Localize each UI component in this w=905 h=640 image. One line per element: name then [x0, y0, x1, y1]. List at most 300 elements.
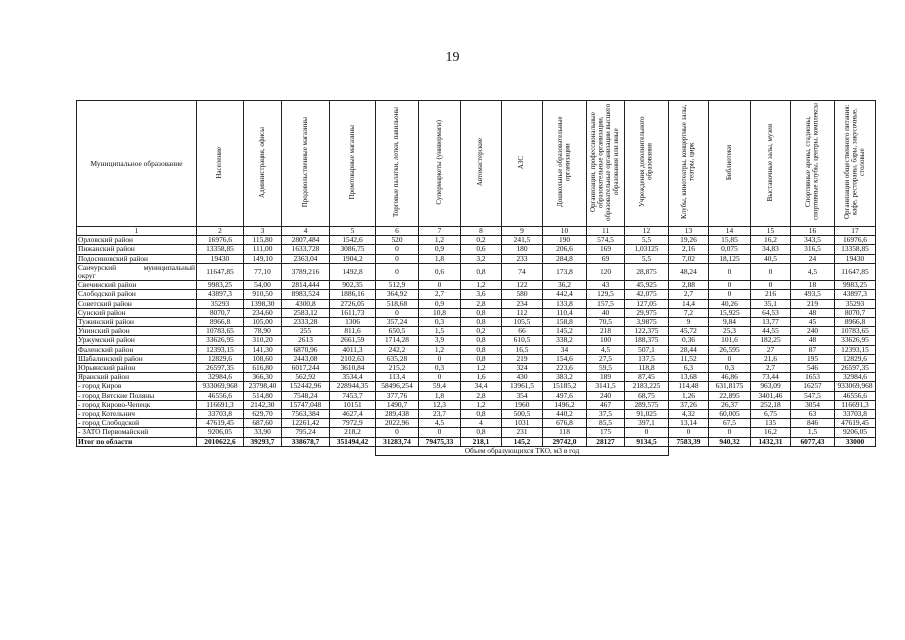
table-cell: 2022,96	[376, 419, 419, 428]
table-cell: 0	[419, 428, 461, 437]
table-cell: 3534,4	[330, 373, 376, 382]
table-cell: 158,8	[543, 318, 587, 327]
table-cell: 933069,968	[197, 382, 244, 391]
table-cell: 190	[543, 236, 587, 245]
table-cell: 650,5	[376, 327, 419, 336]
column-header	[587, 101, 625, 227]
table-row	[77, 281, 876, 290]
table-cell: 15,925	[709, 308, 751, 317]
table-cell: 397,1	[625, 419, 669, 428]
table-cell: 9983,25	[197, 281, 244, 290]
total-cell: 2010622,6	[197, 437, 244, 446]
table-cell: 37,5	[587, 410, 625, 419]
table-cell: 45,72	[669, 327, 709, 336]
table-cell: 4	[461, 419, 502, 428]
table-cell: 0,6	[461, 245, 502, 254]
table-cell: 32984,6	[197, 373, 244, 382]
table-cell: 108,60	[244, 354, 282, 363]
table-cell: 1714,28	[376, 336, 419, 345]
table-cell: 514,80	[244, 391, 282, 400]
column-header	[625, 101, 669, 227]
table-cell: 9206,05	[835, 428, 876, 437]
table-cell: 3,9	[419, 336, 461, 345]
table-cell: 255	[282, 327, 330, 336]
table-cell: 8966,8	[197, 318, 244, 327]
column-header-label: Население	[215, 146, 224, 179]
municipality-name: - город Слободской	[77, 419, 197, 428]
table-cell: 0,2	[461, 327, 502, 336]
table-cell: 231	[502, 428, 543, 437]
table-cell: 0,3	[419, 318, 461, 327]
table-cell: 47619,45	[197, 419, 244, 428]
table-cell: 0,075	[709, 245, 751, 254]
table-cell: 195	[791, 354, 835, 363]
table-cell: 1398,30	[244, 299, 282, 308]
municipality-name: Яранский район	[77, 373, 197, 382]
table-cell: 687,60	[244, 419, 282, 428]
municipality-name: Подосиновский район	[77, 254, 197, 263]
table-cell: 216	[751, 290, 791, 299]
table-cell: 173,8	[543, 263, 587, 280]
table-cell: 1492,8	[330, 263, 376, 280]
table-cell: 35293	[835, 299, 876, 308]
table-cell: 15,85	[709, 236, 751, 245]
table-cell: 493,5	[791, 290, 835, 299]
table-cell: 0	[419, 373, 461, 382]
table-cell: 219	[502, 354, 543, 363]
table-cell: 63	[791, 410, 835, 419]
table-cell: 500,5	[502, 410, 543, 419]
column-header-label: АЗС	[517, 155, 526, 169]
table-cell: 0	[419, 281, 461, 290]
table-cell: 8070,7	[835, 308, 876, 317]
table-cell: 48,24	[669, 263, 709, 280]
table-cell: 87,45	[625, 373, 669, 382]
table-cell: 343,5	[791, 236, 835, 245]
table-cell: 105,00	[244, 318, 282, 327]
table-cell: 2661,59	[330, 336, 376, 345]
table-cell: 234,60	[244, 308, 282, 317]
table-cell: 284,8	[543, 254, 587, 263]
table-cell: 13961,5	[502, 382, 543, 391]
municipality-name: - город Кирово-Чепецк	[77, 400, 197, 409]
column-number: 4	[282, 227, 330, 236]
column-header	[376, 101, 419, 227]
column-header-label: Библиотеки	[724, 144, 733, 180]
table-cell: 910,50	[244, 290, 282, 299]
table-cell: 610,5	[502, 336, 543, 345]
table-cell: 252,18	[751, 400, 791, 409]
table-cell: 152442,96	[282, 382, 330, 391]
table-cell: 507,1	[625, 345, 669, 354]
column-header	[835, 101, 876, 227]
table-cell: 133,8	[543, 299, 587, 308]
table-cell: 60,005	[709, 410, 751, 419]
table-cell: 2814,444	[282, 281, 330, 290]
table-cell: 114,48	[669, 382, 709, 391]
total-cell: 351494,42	[330, 437, 376, 446]
table-row	[77, 318, 876, 327]
table-cell: 4,5	[791, 263, 835, 280]
table-cell: 4,5	[419, 419, 461, 428]
table-cell: 175	[587, 428, 625, 437]
table-cell: 1611,73	[330, 308, 376, 317]
table-cell: 26,37	[709, 400, 751, 409]
table-cell: 234	[502, 299, 543, 308]
table-cell: 46,86	[709, 373, 751, 382]
table-cell: 127,05	[625, 299, 669, 308]
table-cell: 0,6	[419, 263, 461, 280]
table-cell: 574,5	[587, 236, 625, 245]
footer-spacer	[77, 446, 376, 455]
column-number: 15	[751, 227, 791, 236]
table-cell: 1904,2	[330, 254, 376, 263]
table-row	[77, 373, 876, 382]
column-number: 12	[625, 227, 669, 236]
table-cell: 16,5	[502, 345, 543, 354]
column-header	[543, 101, 587, 227]
table-cell: 28,44	[669, 345, 709, 354]
table-cell: 795,24	[282, 428, 330, 437]
column-header-label: Торговые палатки, лотки, павильоны	[392, 107, 401, 218]
table-cell: 8966,8	[835, 318, 876, 327]
table-cell: 215,2	[376, 364, 419, 373]
header-row	[77, 101, 876, 227]
table-cell: 0,9	[419, 299, 461, 308]
table-cell: 228944,35	[330, 382, 376, 391]
column-header-label: Продовольственные магазины	[300, 117, 309, 208]
table-cell: 145,2	[543, 327, 587, 336]
table-cell: 223,6	[543, 364, 587, 373]
total-cell: 6077,43	[791, 437, 835, 446]
table-cell: 3086,75	[330, 245, 376, 254]
table-cell: 8070,7	[197, 308, 244, 317]
table-row	[77, 245, 876, 254]
header-municipality: Муниципальное образование	[77, 101, 197, 227]
table-cell: 0	[376, 254, 419, 263]
table-cell: 580	[502, 290, 543, 299]
table-cell: 811,6	[330, 327, 376, 336]
table-cell: 46556,6	[835, 391, 876, 400]
table-cell: 0	[376, 263, 419, 280]
table-cell: 846	[791, 419, 835, 428]
table-cell: 12393,15	[835, 345, 876, 354]
column-header-label: Организации общественного питания: кафе, рестораны, бары, закусочные, столовые	[842, 105, 866, 220]
municipality-name-part: муниципальный	[143, 263, 195, 272]
table-row	[77, 410, 876, 419]
column-header-label: Супермаркеты (универмаги)	[434, 120, 443, 205]
table-cell: 34,83	[751, 245, 791, 254]
table-cell: 11647,85	[835, 263, 876, 280]
table-cell: 70,5	[587, 318, 625, 327]
table-cell: 48	[791, 308, 835, 317]
table-cell: 46556,6	[197, 391, 244, 400]
table-cell: 0	[669, 428, 709, 437]
table-cell: 116691,3	[197, 400, 244, 409]
table-cell: 113,4	[376, 373, 419, 382]
municipality-name: Унинский район	[77, 327, 197, 336]
table-cell: 16,2	[751, 428, 791, 437]
table-row	[77, 290, 876, 299]
table-cell: 440,2	[543, 410, 587, 419]
table-cell: 0	[625, 428, 669, 437]
table-row	[77, 382, 876, 391]
table-cell: 442,4	[543, 290, 587, 299]
table-cell: 118	[543, 428, 587, 437]
column-header-label: Выставочные залы, музеи	[765, 123, 774, 202]
table-cell: 7548,24	[282, 391, 330, 400]
table-cell: 1886,16	[330, 290, 376, 299]
table-cell: 289,575	[625, 400, 669, 409]
column-number: 13	[669, 227, 709, 236]
table-cell: 32984,6	[835, 373, 876, 382]
table-cell: 430	[502, 373, 543, 382]
table-cell: 9983,25	[835, 281, 876, 290]
table-cell: 18	[791, 281, 835, 290]
column-header	[282, 101, 330, 227]
table-cell: 10,8	[419, 308, 461, 317]
table-cell: 0	[419, 354, 461, 363]
table-cell: 15747,048	[282, 400, 330, 409]
table-cell: 0,8	[461, 345, 502, 354]
table-row	[77, 419, 876, 428]
table-cell: 0,8	[461, 336, 502, 345]
table-cell: 3,6	[461, 290, 502, 299]
table-cell: 963,09	[751, 382, 791, 391]
table-cell: 0,3	[709, 364, 751, 373]
column-header	[751, 101, 791, 227]
municipality-name: Слободской район	[77, 290, 197, 299]
table-cell: 2807,484	[282, 236, 330, 245]
table-cell: 13358,85	[835, 245, 876, 254]
municipality-name: - город Вятские Поляны	[77, 391, 197, 400]
municipality-name-part: округ	[78, 271, 96, 281]
table-cell: 22,895	[709, 391, 751, 400]
table-cell: 33626,95	[197, 336, 244, 345]
municipality-name: Юрьянский район	[77, 364, 197, 373]
table-cell: 3789,216	[282, 263, 330, 280]
municipality-name: Уржумский район	[77, 336, 197, 345]
table-cell: 13,14	[669, 419, 709, 428]
table-cell: 0,8	[461, 428, 502, 437]
column-header	[669, 101, 709, 227]
table-cell: 8983,524	[282, 290, 330, 299]
column-header-label: Учреждения дополнительного образования	[637, 117, 654, 208]
total-cell: 28127	[587, 437, 625, 446]
table-cell: 2102,63	[330, 354, 376, 363]
table-cell: 67,5	[709, 419, 751, 428]
table-cell: 2142,30	[244, 400, 282, 409]
table-cell: 676,8	[543, 419, 587, 428]
column-number-row	[77, 227, 876, 236]
table-cell: 0	[709, 281, 751, 290]
table-cell: 4011,3	[330, 345, 376, 354]
column-number: 14	[709, 227, 751, 236]
table-cell: 0,9	[419, 245, 461, 254]
column-header-label: Промтоварные магазины	[347, 125, 356, 200]
column-header-label: Спортивные арены, стадионы, спортивные клубы, центры, комплексы	[803, 103, 820, 221]
total-cell: 31283,74	[376, 437, 419, 446]
table-cell: 12,3	[419, 400, 461, 409]
table-cell: 2613	[282, 336, 330, 345]
table-cell: 0,8	[461, 308, 502, 317]
table-cell: 100	[587, 336, 625, 345]
table-cell: 1633,728	[282, 245, 330, 254]
table-cell: 518,68	[376, 299, 419, 308]
table-cell: 364,92	[376, 290, 419, 299]
table-cell: 2,7	[751, 364, 791, 373]
table-cell: 497,6	[543, 391, 587, 400]
table-cell: 21,6	[751, 354, 791, 363]
table-cell: 2443,08	[282, 354, 330, 363]
column-number: 6	[376, 227, 419, 236]
table-cell: 240	[791, 327, 835, 336]
table-cell: 0	[709, 263, 751, 280]
table-cell: 122,375	[625, 327, 669, 336]
table-cell: 1,2	[461, 281, 502, 290]
table-cell: 3141,5	[587, 382, 625, 391]
column-number: 2	[197, 227, 244, 236]
municipality-name: - город Киров	[77, 382, 197, 391]
table-cell: 206,6	[543, 245, 587, 254]
table-cell: 12829,6	[197, 354, 244, 363]
table-cell: 357,24	[376, 318, 419, 327]
table-cell: 27,5	[587, 354, 625, 363]
table-cell: 629,70	[244, 410, 282, 419]
table-cell: 68,75	[625, 391, 669, 400]
table-cell: 377,76	[376, 391, 419, 400]
table-cell: 11,52	[669, 354, 709, 363]
table-cell: 43897,3	[197, 290, 244, 299]
table-cell: 4,5	[587, 345, 625, 354]
table-cell: 115,80	[244, 236, 282, 245]
table-cell: 40,26	[709, 299, 751, 308]
table-cell: 12829,6	[835, 354, 876, 363]
total-cell: 9134,5	[625, 437, 669, 446]
table-cell: 23,7	[419, 410, 461, 419]
table-cell: 44,55	[751, 327, 791, 336]
table-cell: 0,8	[461, 410, 502, 419]
column-header	[502, 101, 543, 227]
table-cell: 933069,968	[835, 382, 876, 391]
column-header	[791, 101, 835, 227]
table-cell: 27	[751, 345, 791, 354]
table-cell: 45	[791, 318, 835, 327]
total-cell: 940,32	[709, 437, 751, 446]
table-cell: 111,00	[244, 245, 282, 254]
column-header	[709, 101, 751, 227]
table-cell: 3401,46	[751, 391, 791, 400]
table-cell: 19430	[835, 254, 876, 263]
table-cell: 1031	[502, 419, 543, 428]
table-cell: 116691,3	[835, 400, 876, 409]
table-cell: 2333,28	[282, 318, 330, 327]
table-cell: 12261,42	[282, 419, 330, 428]
table-cell: 25,3	[709, 327, 751, 336]
column-header	[330, 101, 376, 227]
table-cell: 23798,40	[244, 382, 282, 391]
table-cell: 0	[751, 281, 791, 290]
table-cell: 0,2	[461, 236, 502, 245]
table-cell: 101,6	[709, 336, 751, 345]
column-header-label: Организации, профессиональные образовательные организации, образовательные организации высшего образования или иные	[589, 103, 621, 222]
municipality-name: Фаленский район	[77, 345, 197, 354]
table-cell: 0	[376, 308, 419, 317]
table-cell: 1306	[330, 318, 376, 327]
total-cell: 218,1	[461, 437, 502, 446]
page-number: 19	[445, 50, 460, 65]
total-cell: 338678,7	[282, 437, 330, 446]
table-cell: 19,26	[669, 236, 709, 245]
table-cell: 12393,15	[197, 345, 244, 354]
table-cell: 33703,8	[835, 410, 876, 419]
municipality-name: Шабалинский район	[77, 354, 197, 363]
table-cell: 310,20	[244, 336, 282, 345]
table-cell: 1,8	[419, 254, 461, 263]
total-cell: 1432,31	[751, 437, 791, 446]
table-cell: 366,30	[244, 373, 282, 382]
table-cell: 6017,244	[282, 364, 330, 373]
table-cell: 520	[376, 236, 419, 245]
table-cell: 1542,6	[330, 236, 376, 245]
table-cell: 902,35	[330, 281, 376, 290]
table-cell: 33703,8	[197, 410, 244, 419]
table-cell: 383,2	[543, 373, 587, 382]
column-number: 9	[502, 227, 543, 236]
table-cell: 546	[791, 364, 835, 373]
table-cell: 467	[587, 400, 625, 409]
table-cell: 1960	[502, 400, 543, 409]
table-cell: 10151	[330, 400, 376, 409]
table-cell: 4,32	[669, 410, 709, 419]
table-cell: 29,975	[625, 308, 669, 317]
column-number: 17	[835, 227, 876, 236]
column-header	[419, 101, 461, 227]
column-header	[197, 101, 244, 227]
table-cell: 547,5	[791, 391, 835, 400]
table-cell: 43	[587, 281, 625, 290]
table-row	[77, 400, 876, 409]
column-header	[461, 101, 502, 227]
table-cell: 33,90	[244, 428, 282, 437]
table-cell: 1,5	[791, 428, 835, 437]
table-cell: 120	[587, 263, 625, 280]
table-cell: 631,8175	[709, 382, 751, 391]
table-cell: 42,075	[625, 290, 669, 299]
table-cell: 242,2	[376, 345, 419, 354]
table-cell: 616,80	[244, 364, 282, 373]
table-cell: 182,25	[751, 336, 791, 345]
table-cell: 0,8	[461, 354, 502, 363]
table-cell: 47619,45	[835, 419, 876, 428]
table-cell: 0,8	[461, 263, 502, 280]
table-cell: 169	[587, 245, 625, 254]
table-cell: 562,92	[282, 373, 330, 382]
table-row	[77, 299, 876, 308]
table-cell: 1,03125	[625, 245, 669, 254]
table-cell: 112	[502, 308, 543, 317]
table-cell: 15185,2	[543, 382, 587, 391]
table-cell: 0,8	[461, 318, 502, 327]
table-cell: 59,4	[419, 382, 461, 391]
table-cell: 338,2	[543, 336, 587, 345]
table-row	[77, 354, 876, 363]
total-cell: 79475,33	[419, 437, 461, 446]
table-cell: 635,28	[376, 354, 419, 363]
table-cell: 5,5	[625, 236, 669, 245]
table-cell: 129,5	[587, 290, 625, 299]
waste-volume-table	[76, 100, 876, 456]
